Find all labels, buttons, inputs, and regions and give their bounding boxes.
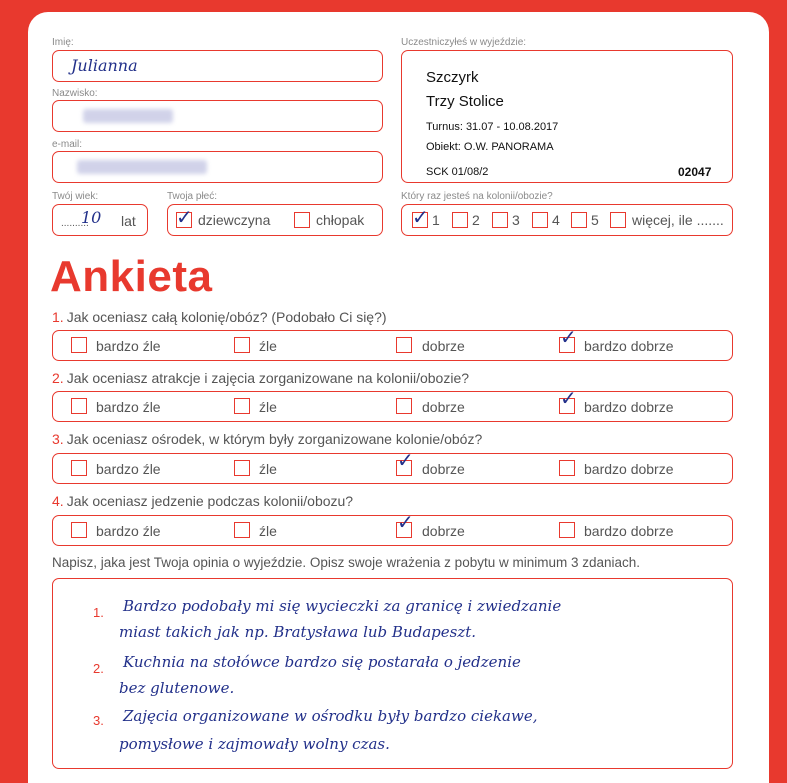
email-field[interactable] bbox=[52, 151, 383, 183]
question-1-text: Jak oceniasz całą kolonię/obóz? (Podobało Ci się?) bbox=[66, 309, 387, 325]
q3-very-bad-checkbox[interactable] bbox=[71, 460, 87, 476]
q3-very-good-checkbox[interactable] bbox=[559, 460, 575, 476]
question-4-text: Jak oceniasz jedzenie podczas kolonii/obozu? bbox=[66, 493, 354, 509]
opinion-line-6: pomysłowe i zajmowały wolny czas. bbox=[119, 735, 390, 753]
trip-program: Trzy Stolice bbox=[426, 93, 504, 110]
trip-label: Uczestniczyłeś w wyjeździe: bbox=[401, 37, 527, 48]
opinion-field[interactable] bbox=[52, 578, 733, 769]
q2-good-checkbox[interactable] bbox=[396, 398, 412, 414]
age-unit: lat bbox=[121, 213, 136, 229]
times-label: Który raz jesteś na kolonii/obozie? bbox=[401, 191, 553, 202]
question-2 bbox=[52, 370, 469, 386]
q3-bad-label: źle bbox=[259, 461, 277, 477]
times-4-label: 4 bbox=[552, 212, 560, 228]
times-more-checkbox[interactable] bbox=[610, 212, 626, 228]
survey-title: Ankieta bbox=[50, 252, 213, 301]
q1-very-bad-checkbox[interactable] bbox=[71, 337, 87, 353]
question-4 bbox=[52, 493, 353, 509]
q4-very-bad-label: bardzo źle bbox=[96, 523, 161, 539]
q2-very-bad-label: bardzo źle bbox=[96, 399, 161, 415]
first-name-field[interactable] bbox=[52, 50, 383, 82]
first-name-value: Julianna bbox=[71, 56, 138, 75]
question-1-answers bbox=[52, 325, 733, 361]
question-4-answers bbox=[52, 510, 733, 546]
gender-field bbox=[167, 204, 383, 236]
checkmark-icon: ✓ bbox=[412, 205, 429, 229]
times-2-label: 2 bbox=[472, 212, 480, 228]
times-5-checkbox[interactable] bbox=[571, 212, 587, 228]
q3-very-bad-label: bardzo źle bbox=[96, 461, 161, 477]
opinion-line-2: miast takich jak np. Bratysława lub Budapeszt. bbox=[119, 623, 477, 641]
q1-bad-checkbox[interactable] bbox=[234, 337, 250, 353]
q2-very-bad-checkbox[interactable] bbox=[71, 398, 87, 414]
trip-code: SCK 01/08/2 bbox=[426, 166, 489, 178]
opinion-number-3: 3. bbox=[93, 713, 104, 728]
times-2-checkbox[interactable] bbox=[452, 212, 468, 228]
times-1-label: 1 bbox=[432, 212, 440, 228]
question-3-answers bbox=[52, 448, 733, 484]
opinion-prompt: Napisz, jaka jest Twoja opinia o wyjeździe. Opisz swoje wrażenia z pobytu w minimum 3 zdaniach. bbox=[52, 555, 641, 570]
redacted-email bbox=[77, 160, 207, 174]
q2-very-good-label: bardzo dobrze bbox=[584, 399, 674, 415]
trip-object: Obiekt: O.W. PANORAMA bbox=[426, 141, 554, 153]
q2-bad-checkbox[interactable] bbox=[234, 398, 250, 414]
question-2-number: 2. bbox=[52, 370, 64, 386]
q3-good-label: dobrze bbox=[422, 461, 465, 477]
opinion-number-2: 2. bbox=[93, 661, 104, 676]
question-3-text: Jak oceniasz ośrodek, w którym były zorganizowane kolonie/obóz? bbox=[66, 431, 483, 447]
q1-good-label: dobrze bbox=[422, 338, 465, 354]
trip-number: 02047 bbox=[678, 165, 712, 179]
times-3-label: 3 bbox=[512, 212, 520, 228]
opinion-number-1: 1. bbox=[93, 605, 104, 620]
gender-girl-label: dziewczyna bbox=[198, 212, 271, 228]
checkmark-icon: ✓ bbox=[176, 205, 193, 229]
age-value: 10 bbox=[81, 208, 102, 227]
opinion-line-1: Bardzo podobały mi się wycieczki za granicę i zwiedzanie bbox=[123, 597, 562, 615]
opinion-line-5: Zajęcia organizowane w ośrodku były bardzo ciekawe, bbox=[123, 707, 538, 725]
q1-very-good-label: bardzo dobrze bbox=[584, 338, 674, 354]
q4-good-label: dobrze bbox=[422, 523, 465, 539]
question-1 bbox=[52, 309, 387, 325]
trip-box bbox=[401, 50, 733, 183]
last-name-field[interactable] bbox=[52, 100, 383, 132]
q1-very-bad-label: bardzo źle bbox=[96, 338, 161, 354]
q1-bad-label: źle bbox=[259, 338, 277, 354]
times-3-checkbox[interactable] bbox=[492, 212, 508, 228]
q2-bad-label: źle bbox=[259, 399, 277, 415]
checkmark-icon: ✓ bbox=[560, 325, 577, 349]
opinion-line-3: Kuchnia na stołówce bardzo się postarała o jedzenie bbox=[123, 653, 521, 671]
q4-very-good-checkbox[interactable] bbox=[559, 522, 575, 538]
age-dots: .......... bbox=[61, 218, 89, 229]
email-label: e-mail: bbox=[52, 139, 83, 150]
times-5-label: 5 bbox=[591, 212, 599, 228]
q4-very-good-label: bardzo dobrze bbox=[584, 523, 674, 539]
q2-good-label: dobrze bbox=[422, 399, 465, 415]
trip-turnus: Turnus: 31.07 - 10.08.2017 bbox=[426, 121, 559, 133]
question-2-answers bbox=[52, 386, 733, 422]
last-name-label: Nazwisko: bbox=[52, 88, 98, 99]
times-4-checkbox[interactable] bbox=[532, 212, 548, 228]
q3-bad-checkbox[interactable] bbox=[234, 460, 250, 476]
q3-very-good-label: bardzo dobrze bbox=[584, 461, 674, 477]
times-field bbox=[401, 204, 733, 236]
survey-sheet bbox=[28, 12, 769, 783]
q1-good-checkbox[interactable] bbox=[396, 337, 412, 353]
gender-boy-label: chłopak bbox=[316, 212, 365, 228]
q4-bad-label: źle bbox=[259, 523, 277, 539]
redacted-last-name bbox=[83, 109, 173, 123]
question-1-number: 1. bbox=[52, 309, 64, 325]
age-field[interactable] bbox=[52, 204, 148, 236]
q4-bad-checkbox[interactable] bbox=[234, 522, 250, 538]
trip-destination: Szczyrk bbox=[426, 69, 479, 86]
gender-boy-checkbox[interactable] bbox=[294, 212, 310, 228]
question-3-number: 3. bbox=[52, 431, 64, 447]
q4-very-bad-checkbox[interactable] bbox=[71, 522, 87, 538]
question-2-text: Jak oceniasz atrakcje i zajęcia zorganizowane na kolonii/obozie? bbox=[66, 370, 470, 386]
question-4-number: 4. bbox=[52, 493, 64, 509]
times-more-label: więcej, ile ....... bbox=[632, 212, 724, 228]
opinion-line-4: bez glutenowe. bbox=[119, 679, 235, 697]
checkmark-icon: ✓ bbox=[397, 510, 414, 534]
gender-label: Twoja płeć: bbox=[167, 191, 218, 202]
first-name-label: Imię: bbox=[52, 37, 74, 48]
checkmark-icon: ✓ bbox=[560, 386, 577, 410]
checkmark-icon: ✓ bbox=[397, 448, 414, 472]
age-label: Twój wiek: bbox=[52, 191, 99, 202]
question-3 bbox=[52, 431, 482, 447]
